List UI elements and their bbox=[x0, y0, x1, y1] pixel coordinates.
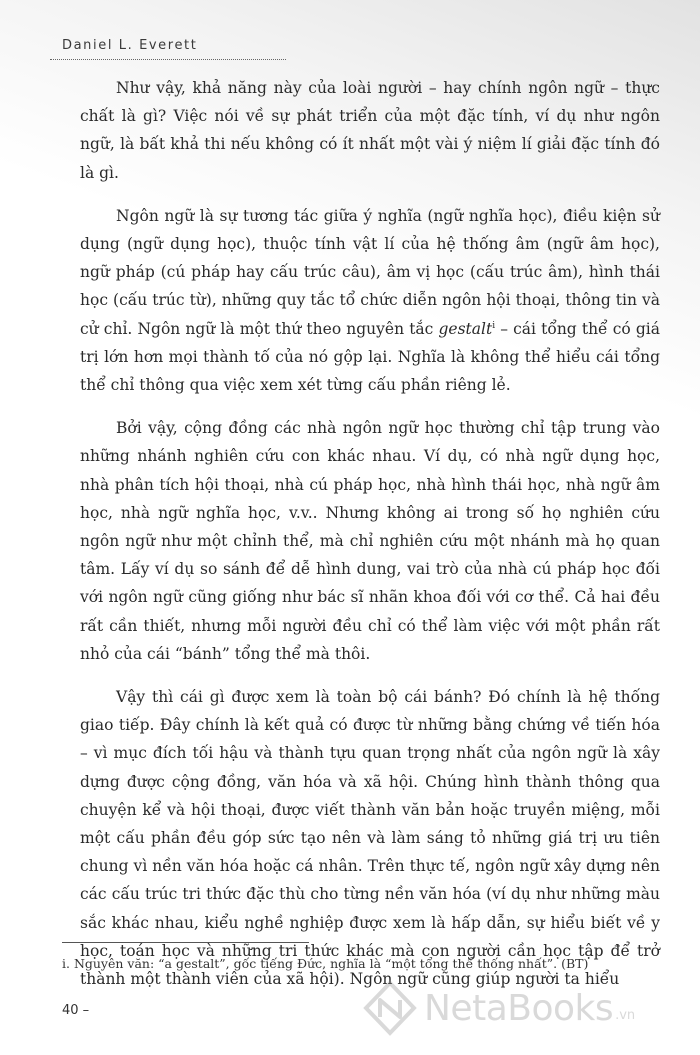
paragraph-3: Bởi vậy, cộng đồng các nhà ngôn ngữ học thường chỉ tập trung vào những nhánh nghiên cứu con khác nhau. Ví dụ, có nhà ngữ dụng học, nhà phân tích hội thoại, nhà cú pháp học, nhà hình thái học, nhà ngữ âm học, nhà ngữ nghĩa học, v.v.. Nhưng không ai trong số họ nghiên cứu ngôn ngữ như một chỉnh thể, mà chỉ nghiên cứu một nhánh mà họ quan tâm. Lấy ví dụ so sánh để dễ hình dung, vai trò của nhà cú pháp học đối với ngôn ngữ cũng giống như bác sĩ nhãn khoa đối với cơ thể. Cả hai đều rất cần thiết, nhưng mỗi người đều chỉ có thể làm việc với một phần rất nhỏ của cái “bánh” tổng thể mà thôi. bbox=[80, 419, 660, 663]
paragraph-2 bbox=[80, 202, 660, 399]
body-text bbox=[80, 74, 660, 993]
paragraph-2-text-b: – cái tổng thể có giá trị lớn hơn mọi thành tố của nó gộp lại. Nghĩa là không thể hiểu cái tổng thể chỉ thông qua việc xem xét từng cấu phần riêng lẻ. bbox=[80, 319, 660, 395]
watermark-suffix: .vn bbox=[615, 1007, 636, 1023]
running-header-author: Daniel L. Everett bbox=[62, 38, 198, 53]
header-dotted-rule bbox=[50, 59, 286, 60]
netabooks-logo-icon bbox=[362, 980, 418, 1036]
paragraph-1: Như vậy, khả năng này của loài người – hay chính ngôn ngữ – thực chất là gì? Việc nói về sự phát triển của một đặc tính, ví dụ như ngôn ngữ, là bất khả thi nếu không có ít nhất một vài ý niệm lí giải đặc tính đó là gì. bbox=[80, 79, 660, 182]
footnote: i. Nguyên văn: “a gestalt”, gốc tiếng Đức, nghĩa là “một tổng thể thống nhất”. (BT) bbox=[62, 956, 589, 971]
paragraph-4: Vậy thì cái gì được xem là toàn bộ cái bánh? Đó chính là hệ thống giao tiếp. Đây chính là kết quả có được từ những bằng chứng về tiến hóa – vì mục đích tối hậu và thành tựu quan trọng nhất của ngôn ngữ là xây dựng được cộng đồng, văn hóa và xã hội. Chúng hình thành thông qua chuyện kể và hội thoại, được viết thành văn bản hoặc truyền miệng, mỗi một cấu phần đều góp sức tạo nên và làm sáng tỏ những giá trị ưu tiên chung vì nền văn hóa hoặc cá nhân. Trên thực tế, ngôn ngữ xây dựng nên các cấu trúc tri thức đặc thù cho từng nền văn hóa (ví dụ như những màu sắc khác nhau, kiểu nghề nghiệp được xem là hấp dẫn, sự hiểu biết về y học, toán học và những tri thức khác mà con người cần học tập để trở thành một thành viên của xã hội). Ngôn ngữ cũng giúp người ta hiểu bbox=[80, 688, 660, 989]
watermark-brand: NetaBooks bbox=[424, 987, 614, 1029]
netabooks-watermark bbox=[362, 978, 682, 1038]
footnote-rule bbox=[62, 942, 309, 943]
paragraph-2-text-a: Ngôn ngữ là sự tương tác giữa ý nghĩa (ngữ nghĩa học), điều kiện sử dụng (ngữ dụng học), thuộc tính vật lí của hệ thống âm (ngữ âm học), ngữ pháp (cú pháp hay cấu trúc câu), âm vị học (cấu trúc âm), hình thái học (cấu trúc từ), những quy tắc tổ chức diễn ngôn hội thoại, thông tin và cử chỉ. Ngôn ngữ là một thứ theo nguyên tắc bbox=[80, 206, 660, 338]
term-gestalt: gestalt bbox=[438, 319, 493, 338]
page-number: 40 – bbox=[62, 1003, 90, 1018]
footnote-marker: i bbox=[492, 320, 496, 331]
